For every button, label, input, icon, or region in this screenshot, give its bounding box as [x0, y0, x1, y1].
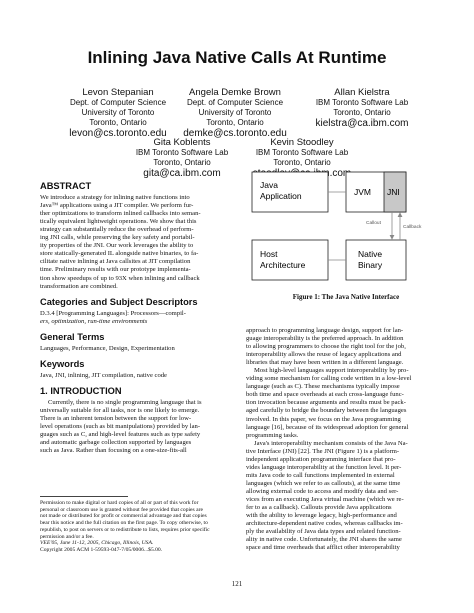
footnote-line: personal or classroom use is granted without fee provided that copies are	[40, 506, 203, 513]
author-name: Angela Demke Brown	[189, 87, 281, 98]
body-line: languages (which we refer to as callouts), at the same time	[246, 479, 401, 487]
author-affiliation: Toronto, Ontario	[273, 158, 331, 167]
intro-line: universally suitable for all tasks, nor is one likely to emerge.	[40, 407, 200, 415]
general-terms-heading: General Terms	[40, 331, 105, 342]
abstract-line: cilitate native inlining at Java callsites at JIT compilation	[40, 258, 191, 266]
jni-figure	[246, 168, 446, 288]
body-line: with the ability to leverage legacy, high-performance and	[246, 512, 397, 520]
body-line: approach to programming language design, support for lan-	[246, 327, 404, 334]
intro-line: such as Java. Rather than focusing on a one-size-fits-all	[40, 447, 187, 455]
body-line: language (such as C). These mechanisms typically impose	[246, 383, 400, 391]
author-name: Gita Koblents	[153, 137, 211, 148]
copyright-footnote	[40, 500, 238, 554]
body-line: vides language interoperability at the function level. It per-	[246, 463, 402, 471]
left-column	[40, 182, 238, 455]
abstract-line: tion show speedups of up to 93X when inlining and callback	[40, 274, 200, 282]
right-column	[246, 327, 446, 552]
author-affiliation: Toronto, Ontario	[153, 158, 211, 167]
abstract-line: strategy can substantially reduce the overhead of perform-	[40, 226, 194, 234]
abstract-line: store statically-generated IL alongside native binaries, to fa-	[40, 250, 199, 258]
author-email: levon@cs.toronto.edu	[69, 128, 167, 139]
body-line: architecture-dependent native codes, whereas callbacks im-	[246, 520, 403, 528]
native-binary-label: Native	[358, 249, 383, 259]
author-affiliation: University of Toronto	[81, 108, 155, 117]
author-affiliation: IBM Toronto Software Lab	[255, 148, 349, 157]
general-terms-text: Languages, Performance, Design, Experimentation	[40, 344, 175, 352]
body-line: space and time overheads that afflict other interoperability	[246, 544, 400, 552]
footnote-divider	[40, 496, 128, 497]
footnote-line: VEE'05, June 11-12, 2005, Chicago, Illinois, USA.	[40, 540, 154, 547]
intro-line: and automatic garbage collection supported by languages	[40, 439, 192, 447]
body-line: Java's interoperability mechanism consists of the Java Na-	[254, 439, 408, 447]
body-line: viding some mechanism for calling code written in a low-level	[246, 375, 412, 383]
body-line: fer to as a callback). Callouts provide Java applications	[246, 504, 392, 512]
author-block	[300, 88, 424, 129]
body-line: aged carefully to bridge the boundary between the languages	[246, 407, 407, 415]
categories-line: ers, optimization, run-time environments	[40, 317, 148, 325]
callout-label: Callout	[366, 221, 381, 226]
paper-title: Inlining Java Native Calls At Runtime	[87, 48, 387, 67]
author-email: kielstra@ca.ibm.com	[315, 118, 409, 129]
author-block	[176, 88, 294, 139]
body-line: allowing external code to access and modify data and ser-	[246, 487, 399, 495]
abstract-line: ther optimizations to transform inlined callbacks into seman-	[40, 210, 201, 218]
abstract-line: time. Preliminary results with our prototype implementa-	[40, 266, 191, 274]
body-line: involved. In this paper, we focus on the Java programming	[246, 415, 401, 423]
author-affiliation: Dept. of Computer Science	[69, 98, 167, 107]
body-line: guage interoperability is the preferred approach. In addition	[246, 335, 404, 343]
jni-label: JNI	[387, 187, 400, 197]
categories-heading: Categories and Subject Descriptors	[40, 296, 198, 307]
abstract-line: We introduce a strategy for inlining native functions into	[40, 194, 190, 202]
footnote-line: bear this notice and the full citation on the first page. To copy otherwise, to	[40, 520, 208, 527]
author-affiliation: Dept. of Computer Science	[186, 98, 284, 107]
footnote-line: Permission to make digital or hard copies of all or part of this work for	[40, 500, 199, 506]
author-affiliation: Toronto, Ontario	[333, 108, 391, 117]
author-affiliation: IBM Toronto Software Lab	[135, 148, 229, 157]
abstract-line: transformation are combined.	[40, 282, 118, 290]
abstract-body	[40, 194, 238, 291]
body-line: interoperability allows the reuse of legacy applications and	[246, 351, 402, 359]
abstract-line: Java™ applications using a JIT compiler. We perform fur-	[40, 202, 194, 210]
author-affiliation: Toronto, Ontario	[206, 118, 264, 127]
author-affiliation: University of Toronto	[198, 108, 272, 117]
body-line: both time and space overheads at each cross-language func-	[246, 391, 404, 399]
introduction-heading: 1. INTRODUCTION	[40, 385, 122, 396]
java-application-label: Java	[260, 180, 278, 190]
author-name: Allan Kielstra	[334, 87, 390, 98]
body-line: to allowing programmers to choose the right tool for the job,	[246, 343, 406, 351]
abstract-line: ity properties of the JNI. Our work leverages the ability to	[40, 242, 194, 250]
author-affiliation: IBM Toronto Software Lab	[315, 98, 409, 107]
body-line: ply the availability of Java data types and related function-	[246, 528, 401, 536]
body-line: Most high-level languages support interoperability by pro-	[254, 367, 409, 375]
body-line: ality in native code. Unfortunately, the JNI shares the same	[246, 536, 402, 544]
jvm-label: JVM	[354, 187, 371, 197]
abstract-line: ing JNI calls, while preserving the key safety and portabil-	[40, 234, 195, 242]
keywords-text: Java, JNI, inlining, JIT compilation, native code	[40, 371, 167, 379]
footnote-line: permission and/or a fee.	[40, 533, 94, 540]
author-block	[60, 88, 176, 139]
body-line: programming tasks.	[246, 431, 299, 439]
intro-line: Currently, there is no single programming language that is	[48, 398, 202, 406]
footnote-line: Copyright 2005 ACM 1-59593-047-7/05/0006...$5.00.	[40, 546, 163, 553]
body-line: independent application programming interface that pro-	[246, 455, 396, 463]
body-line: tive Interface (JNI) [22]. The JNI (Figure 1) is a platform-	[246, 447, 400, 455]
page-number: 121	[231, 580, 243, 588]
footnote-line: not made or distributed for profit or commercial advantage and that copies	[40, 513, 207, 520]
figure-caption: Figure 1: The Java Native Interface	[292, 293, 400, 301]
native-binary-label: Binary	[358, 260, 383, 270]
java-application-label: Application	[260, 191, 302, 201]
body-line: language [16], because of its widespread adoption for general	[246, 423, 409, 431]
author-name: Kevin Stoodley	[270, 137, 334, 148]
categories-line: D.3.4 [Programming Languages]: Processors—compil-	[40, 309, 186, 317]
author-block	[124, 138, 240, 179]
intro-line: There is an inherent tension between the support for low-	[40, 415, 192, 423]
host-architecture-label: Host	[260, 249, 278, 259]
body-line: mits Java code to call functions implemented in external	[246, 471, 395, 479]
callback-label: Callback	[403, 225, 422, 230]
body-line: libraries that may have been written in a different language.	[246, 359, 404, 367]
intro-line: guages such as C, and high-level features such as type safety	[40, 431, 201, 439]
author-name: Levon Stepanian	[82, 87, 154, 98]
author-affiliation: Toronto, Ontario	[89, 118, 147, 127]
keywords-heading: Keywords	[40, 358, 85, 369]
host-architecture-label: Architecture	[260, 260, 306, 270]
abstract-heading: ABSTRACT	[40, 181, 92, 191]
footnote-line: republish, to post on servers or to redistribute to lists, requires prior specific	[40, 526, 210, 533]
body-line: tion invocation because arguments and results must be pack-	[246, 399, 406, 407]
body-line: vices from an executing Java virtual machine (which we re-	[246, 495, 404, 503]
author-email: gita@ca.ibm.com	[143, 168, 221, 179]
intro-line: level operations (such as bit manipulations) provided by lan-	[40, 423, 201, 431]
abstract-line: tically equivalent lightweight operations. We show that this	[40, 218, 197, 226]
author-email: demke@cs.toronto.edu	[183, 128, 287, 139]
